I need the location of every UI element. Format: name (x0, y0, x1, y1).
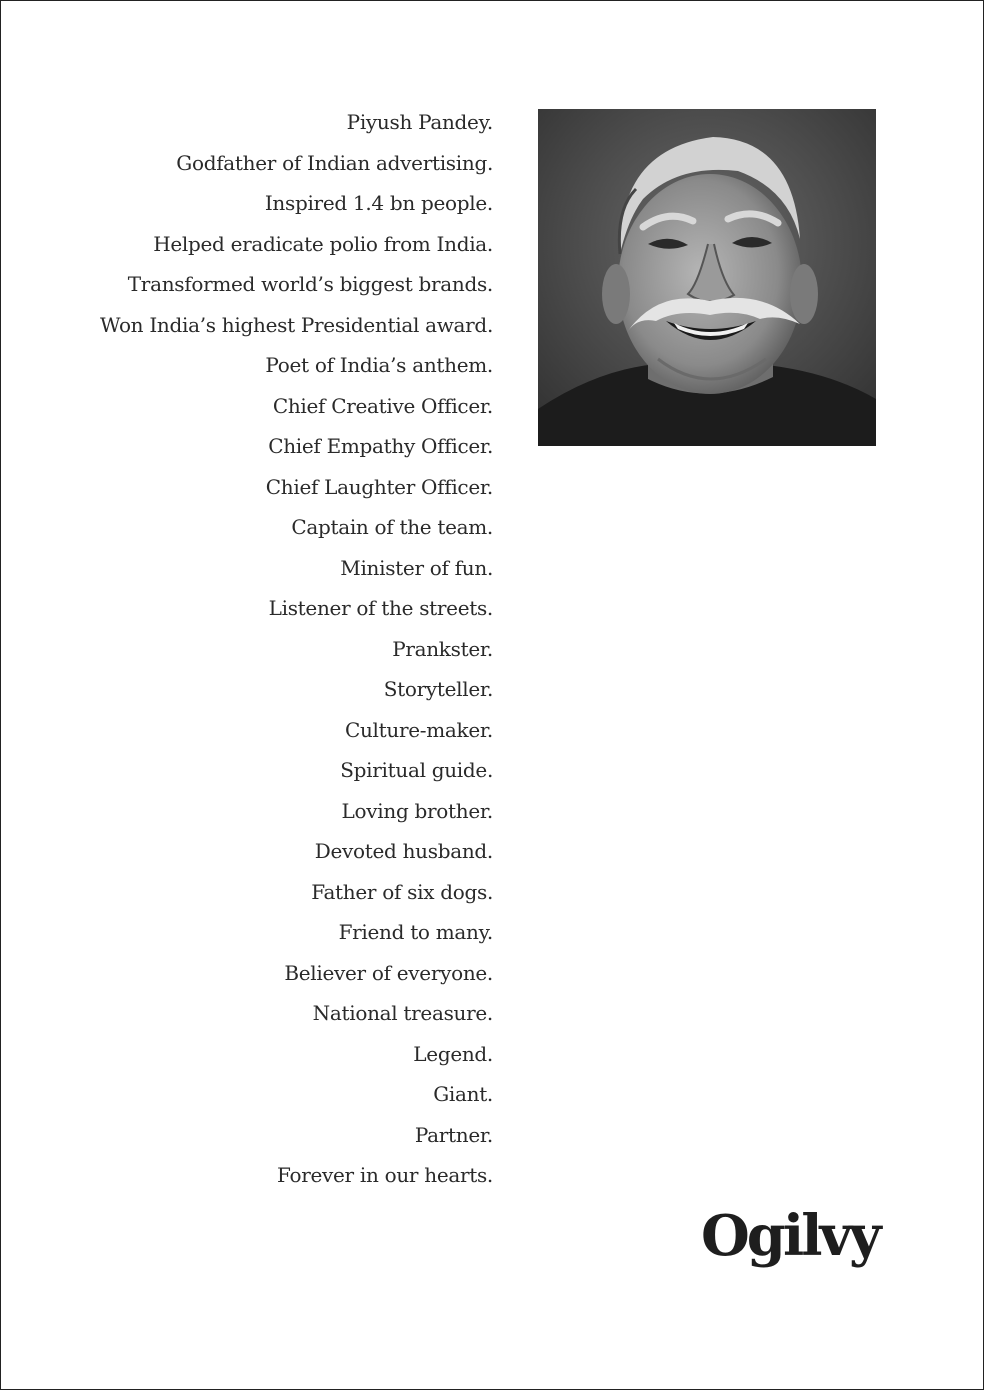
tribute-line: Culture-maker. (344, 717, 493, 742)
tribute-line: Transformed world’s biggest brands. (127, 272, 493, 296)
tribute-line: National treasure. (312, 1001, 493, 1025)
tribute-line: Chief Empathy Officer. (268, 434, 493, 458)
tribute-line: Poet of India’s anthem. (265, 353, 493, 377)
tribute-line: Giant. (433, 1082, 493, 1106)
tribute-line: Helped eradicate polio from India. (153, 231, 493, 256)
tribute-line: Legend. (413, 1041, 493, 1066)
portrait-photo (538, 109, 876, 446)
tribute-lines-list (41, 102, 493, 1196)
tribute-line: Spiritual guide. (340, 758, 493, 782)
tribute-line: Inspired 1.4 bn people. (264, 191, 493, 215)
ogilvy-logo: Ogilvy (701, 1203, 879, 1269)
tribute-line: Friend to many. (338, 920, 493, 944)
tribute-line: Piyush Pandey. (346, 110, 493, 134)
tribute-line: Loving brother. (341, 798, 493, 823)
tribute-line: Storyteller. (383, 677, 493, 701)
tribute-line: Godfather of Indian advertising. (176, 150, 493, 175)
tribute-line: Captain of the team. (291, 515, 493, 539)
tribute-line: Devoted husband. (314, 839, 493, 863)
tribute-line: Father of six dogs. (311, 879, 493, 904)
tribute-line: Chief Laughter Officer. (265, 474, 493, 499)
tribute-line: Chief Creative Officer. (272, 393, 493, 418)
tribute-line: Prankster. (392, 636, 493, 661)
tribute-line: Won India’s highest Presidential award. (100, 312, 493, 337)
portrait-illustration (538, 109, 876, 446)
tribute-line: Minister of fun. (340, 555, 493, 580)
tribute-line: Partner. (414, 1122, 493, 1147)
tribute-line: Believer of everyone. (284, 960, 493, 985)
tribute-line: Listener of the streets. (268, 596, 493, 620)
tribute-line: Forever in our hearts. (276, 1163, 493, 1187)
